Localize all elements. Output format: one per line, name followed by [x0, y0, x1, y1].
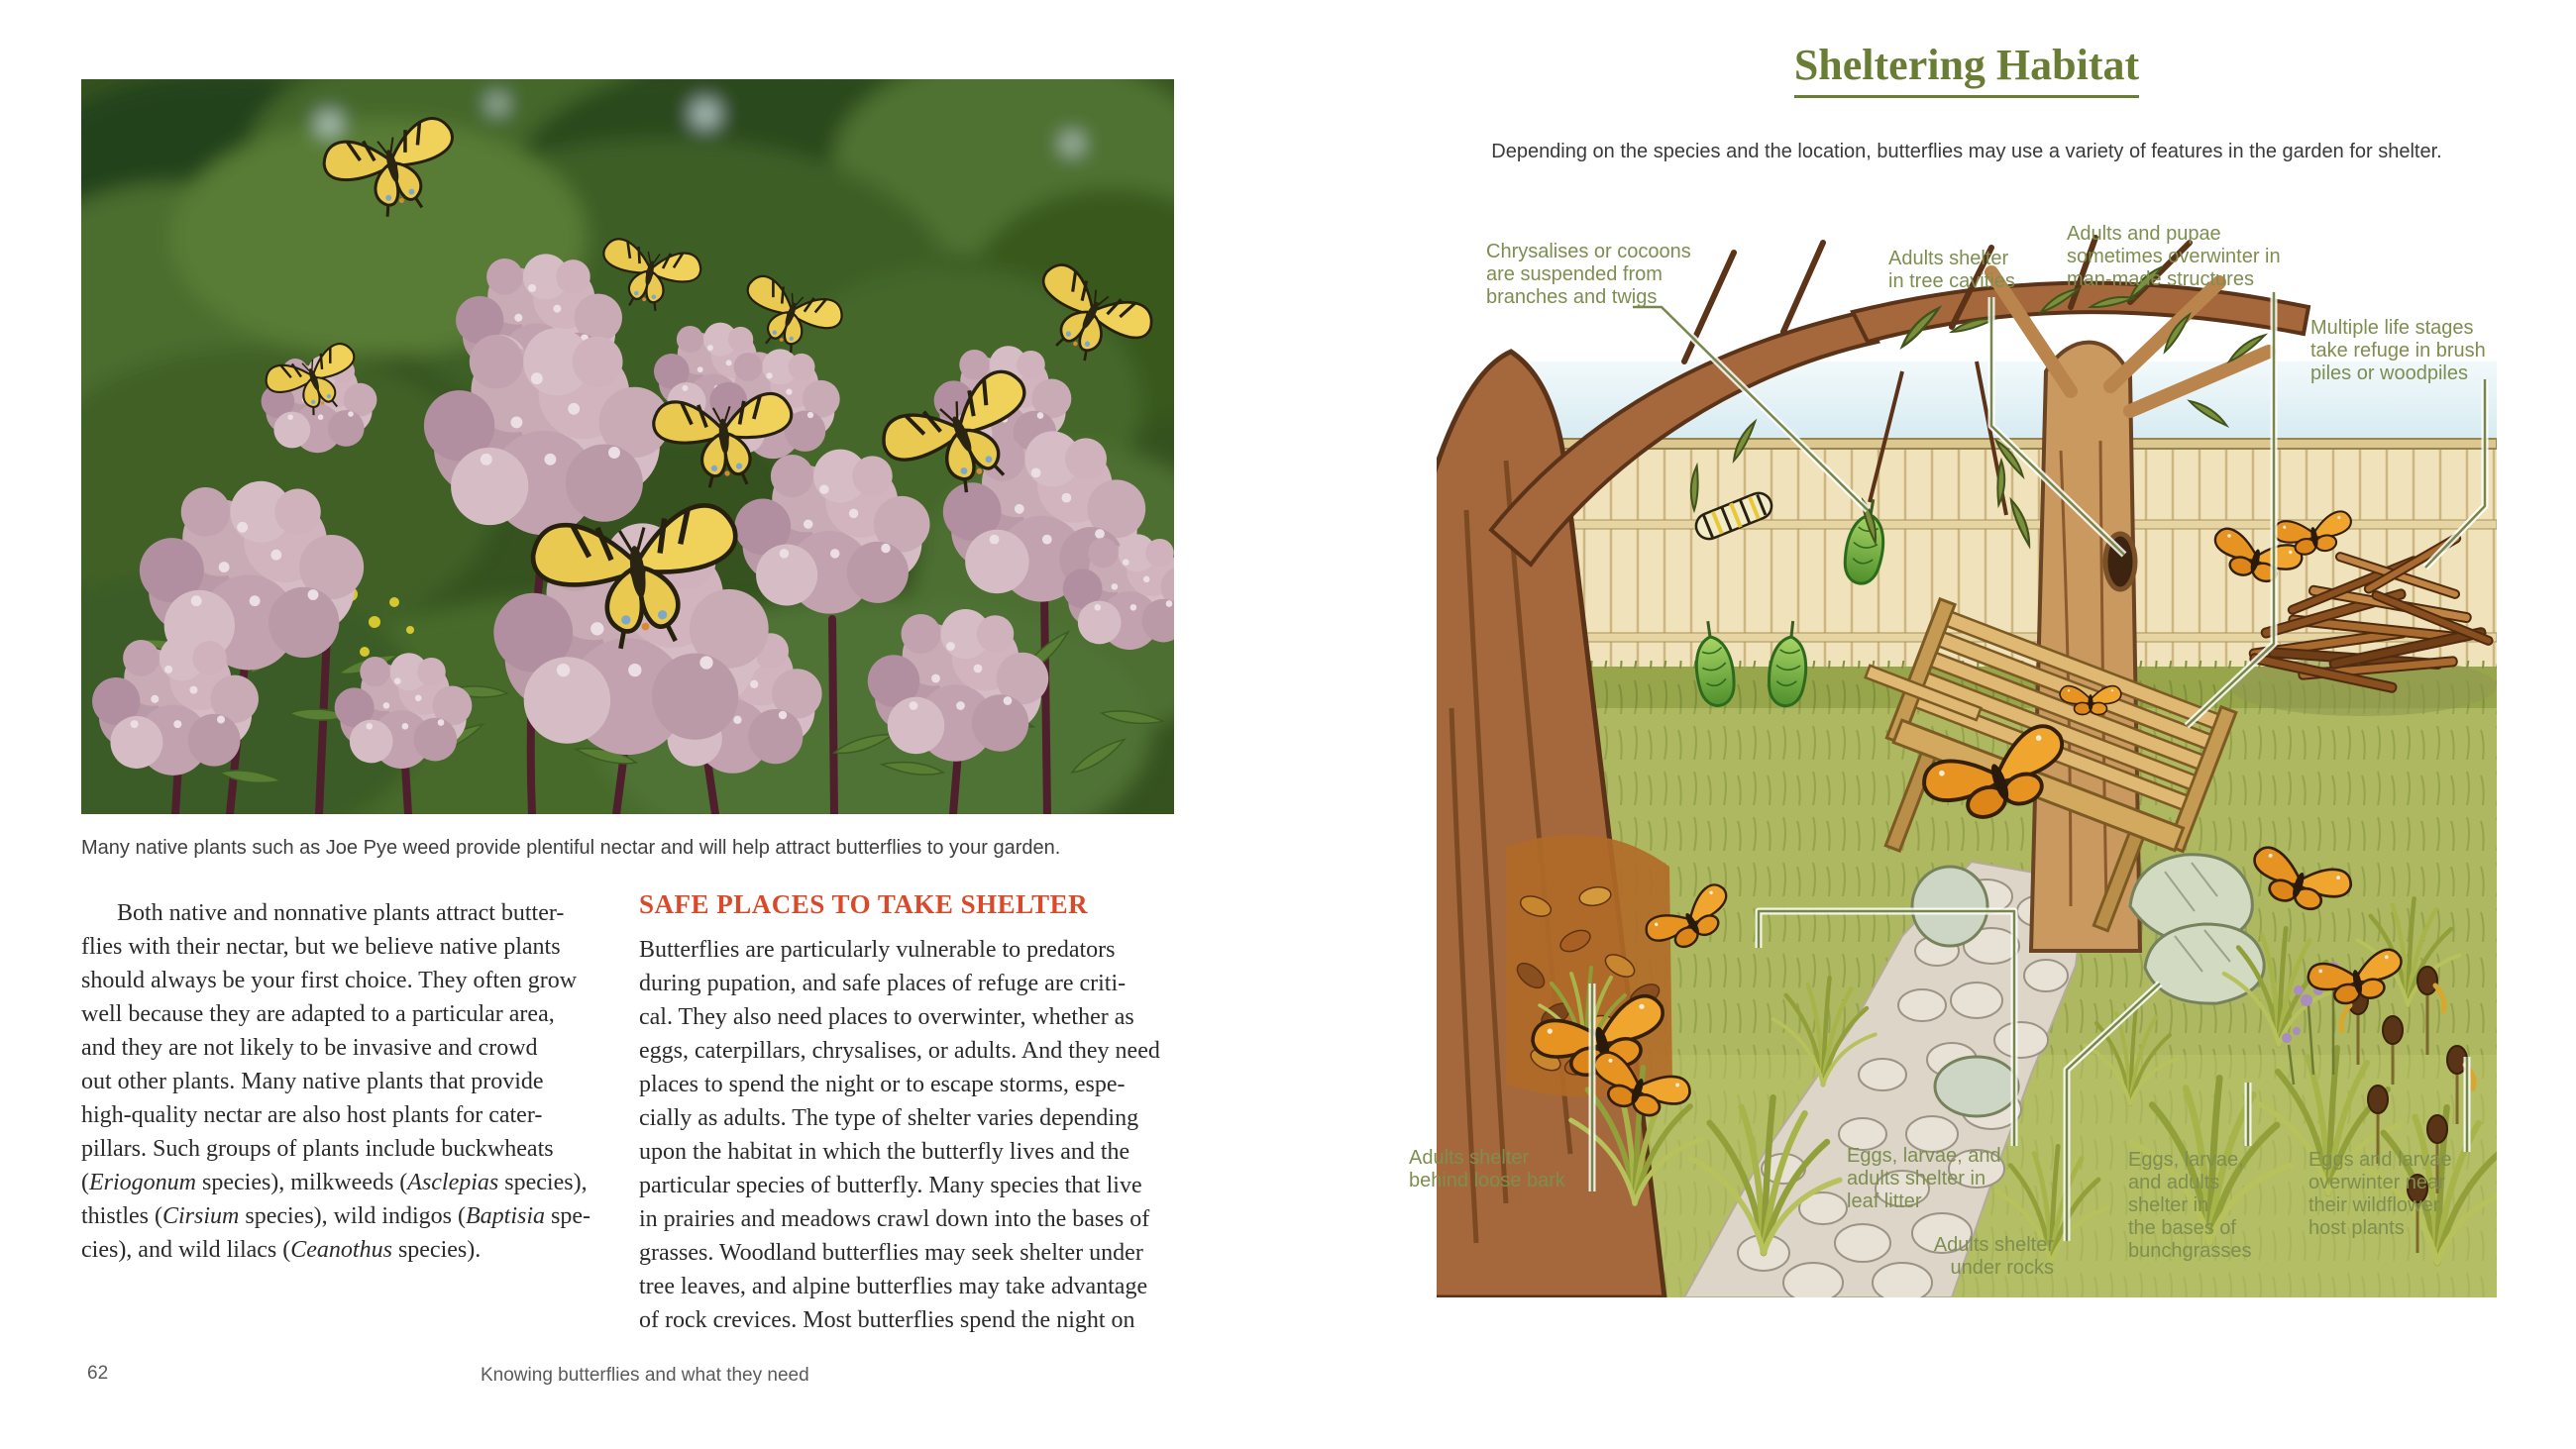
running-footer: Knowing butterflies and what they need [481, 1365, 809, 1386]
photo-caption: Many native plants such as Joe Pye weed provide plentiful nectar and will help attract butterflies to your garden. [81, 837, 1061, 859]
callout-label-man-made-structures: Adults and pupae sometimes overwinter in man-made structures [2067, 223, 2281, 290]
callout-label-tree-cavities: Adults shelter in tree cavities [1888, 248, 2015, 292]
body-column-2-wrap [639, 889, 1234, 1337]
callout-label-leaf-litter: Eggs, larvae, and adults shelter in leaf litter [1847, 1145, 2001, 1212]
page-title: Sheltering Habitat [1794, 40, 2139, 98]
callout-label-chrysalises: Chrysalises or cocoons are suspended from branches and twigs [1486, 241, 1691, 308]
callout-label-bunchgrasses: Eggs, larvae, and adults shelter in the bases of bunchgrasses [2128, 1149, 2252, 1262]
joe-pye-weed-photo [81, 79, 1174, 814]
body-column-2: Butterflies are particularly vulnerable to predators during pupation, and safe places of refuge are criti- cal. They also need places to overwinter, whether as eggs, caterpillars, chrysalises, or adults. And they need places to spend the night or to escape storms, espe- cially as adults. The type of shelter varies depending upon the habitat in which the butterfly lives and the particular species of butterfly. Many species that live in prairies and meadows crawl down into the bases of grasses. Woodland butterflies may seek shelter under tree leaves, and alpine butterflies may take advantage of rock crevices. Most butterflies spend the night on [639, 937, 1160, 1333]
section-heading: SAFE PLACES TO TAKE SHELTER [639, 889, 1089, 919]
callout-label-loose-bark: Adults shelter behind loose bark [1409, 1147, 1565, 1191]
page-number: 62 [87, 1363, 109, 1384]
callout-label-under-rocks: Adults shelter under rocks [1933, 1234, 2054, 1279]
callout-label-brush-piles: Multiple life stages take refuge in brush piles or woodpiles [2310, 317, 2486, 384]
photo-illustration [81, 79, 1174, 814]
body-column-1: Both native and nonnative plants attract butter- flies with their nectar, but we believe native plants should always be your first choice. They often grow well because they are adapted to a particular area, and they are not likely to be invasive and crowd out other plants. Many native plants that provide high-quality nectar are also host plants for cater- pillars. Such groups of plants include buckwheats (Eriogonum species), milkweeds (Asclepias species), thistles (Cirsium species), wild indigos (Baptisia spe- cies), and wild lilacs (Ceanothus species). [81, 900, 590, 1263]
page-subtitle: Depending on the species and the location, butterflies may use a variety of features in the garden for shelter. [1491, 141, 2442, 162]
callout-label-host-plants: Eggs and larvae overwinter near their wildflower host plants [2308, 1149, 2452, 1239]
